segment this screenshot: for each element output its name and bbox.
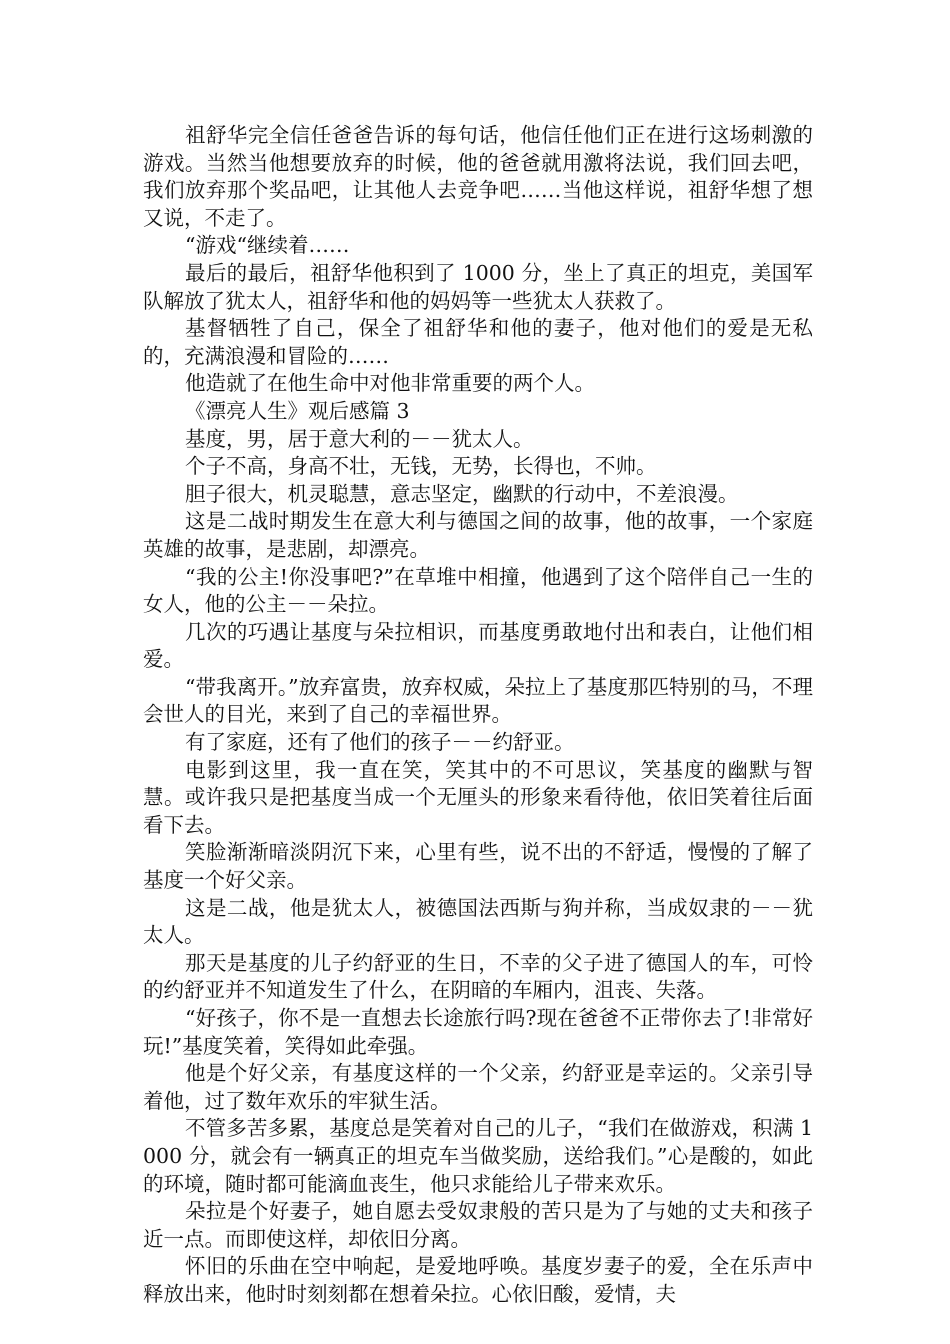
paragraph: “游戏“继续着……: [185, 233, 350, 258]
paragraph: “好孩子，你不是一直想去长途旅行吗?现在爸爸不正带你去了!非常好玩!”基度笑着，笑得如此牵强。: [143, 1006, 813, 1058]
paragraph: 最后的最后，祖舒华他积到了 1000 分，坐上了真正的坦克，美国军队解放了犹太人，祖舒华和他的妈妈等一些犹太人获救了。: [143, 260, 813, 313]
paragraph: 那天是基度的儿子约舒亚的生日，不幸的父子进了德国人的车，可怜的约舒亚并不知道发生了什么，在阴暗的车厢内，沮丧、失落。: [143, 950, 813, 1003]
paragraph: 几次的巧遇让基度与朵拉相识，而基度勇敢地付出和表白，让他们相爱。: [143, 619, 813, 672]
paragraph: 不管多苦多累，基度总是笑着对自己的儿子，“我们在做游戏，积满 1000 分，就会有一辆真正的坦克车当做奖励，送给我们。”心是酸的，如此的环境，随时都可能滴血丧生，他只求能给儿子带来欢乐。: [143, 1116, 813, 1196]
paragraph: 怀旧的乐曲在空中响起，是爱地呼唤。基度岁妻子的爱，全在乐声中释放出来，他时时刻刻都在想着朵拉。心依旧酸，爱情，夫: [143, 1254, 813, 1306]
paragraph: “我的公主!你没事吧?”在草堆中相撞，他遇到了这个陪伴自己一生的女人，他的公主－－朵拉。: [143, 564, 813, 617]
section-heading: 《漂亮人生》观后感篇 3: [185, 398, 410, 423]
paragraph: 笑脸渐渐暗淡阴沉下来，心里有些，说不出的不舒适，慢慢的了解了基度一个好父亲。: [143, 840, 813, 893]
paragraph: “带我离开。”放弃富贵，放弃权威，朵拉上了基度那匹特别的马，不理会世人的目光，来到了自己的幸福世界。: [143, 674, 813, 727]
paragraph: 这是二战，他是犹太人，被德国法西斯与狗并称，当成奴隶的－－犹太人。: [143, 895, 813, 948]
paragraph: 祖舒华完全信任爸爸告诉的每句话，他信任他们正在进行这场刺激的游戏。当然当他想要放弃的时候，他的爸爸就用激将法说，我们回去吧，我们放弃那个奖品吧，让其他人去竞争吧……当他这样说，祖舒华想了想又说，不走了。: [143, 123, 813, 230]
document-body: [143, 122, 813, 1309]
paragraph: 这是二战时期发生在意大利与德国之间的故事，他的故事，一个家庭英雄的故事，是悲剧，却漂亮。: [143, 509, 813, 561]
paragraph: 基度，男，居于意大利的－－犹太人。: [185, 426, 534, 451]
paragraph: 胆子很大，机灵聪慧，意志坚定，幽默的行动中，不差浪漫。: [185, 481, 739, 506]
paragraph: 个子不高，身高不壮，无钱，无势，长得也，不帅。: [185, 454, 657, 479]
paragraph: 基督牺牲了自己，保全了祖舒华和他的妻子，他对他们的爱是无私的，充满浪漫和冒险的……: [143, 316, 813, 368]
paragraph: 有了家庭，还有了他们的孩子－－约舒亚。: [185, 730, 575, 755]
paragraph: 朵拉是个好妻子，她自愿去受奴隶般的苦只是为了与她的丈夫和孩子近一点。而即使这样，却依旧分离。: [143, 1199, 813, 1251]
paragraph: 他是个好父亲，有基度这样的一个父亲，约舒亚是幸运的。父亲引导着他，过了数年欢乐的牢狱生活。: [143, 1061, 813, 1113]
paragraph: 他造就了在他生命中对他非常重要的两个人。: [185, 371, 595, 396]
paragraph: 电影到这里，我一直在笑，笑其中的不可思议，笑基度的幽默与智慧。或许我只是把基度当成一个无厘头的形象来看待他，依旧笑着往后面看下去。: [143, 757, 813, 837]
